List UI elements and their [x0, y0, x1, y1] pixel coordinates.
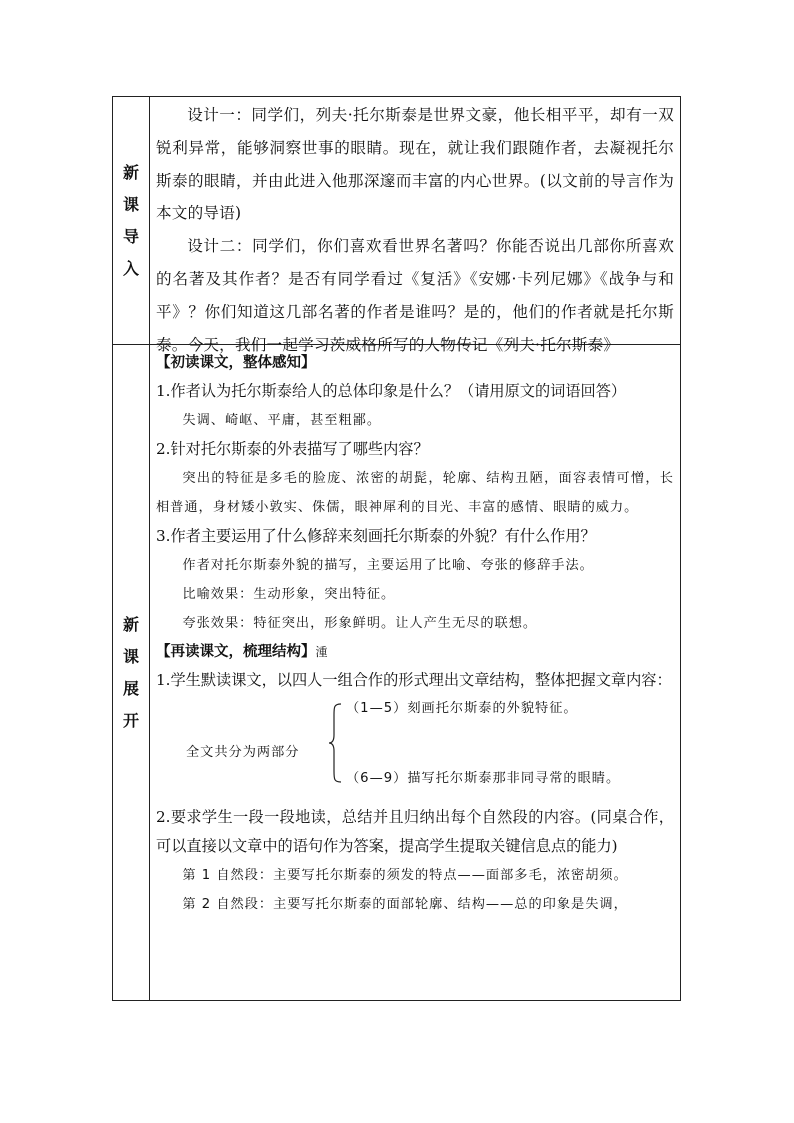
structure-question: 1.学生默读课文，以四人一组合作的形式理出文章结构，整体把握文章内容：	[156, 671, 672, 689]
intro-label-char: 入	[122, 258, 139, 278]
intro-content-cell	[150, 97, 680, 354]
development-label-char: 新	[122, 614, 139, 634]
intro-design-one: 设计一：同学们，列夫·托尔斯泰是世界文豪，他长相平平，却有一双锐利异常，能够洞察世事的眼睛。现在，就让我们跟随作者，去凝视托尔斯泰的眼睛，并由此进入他那深邃而丰富的内心世界。(以文前的导言作为本文的导语)	[156, 106, 674, 223]
development-content-cell	[150, 345, 680, 1000]
intro-label-cell	[113, 97, 149, 344]
section-title-second-reading	[156, 638, 674, 666]
answer-3-hyperbole: 夸张效果：特征突出，形象鲜明。让人产生无尽的联想。	[182, 616, 538, 631]
intro-label-char: 新	[122, 162, 139, 182]
brace-icon	[328, 703, 342, 783]
paragraph-1-summary: 第 1 自然段：主要写托尔斯泰的须发的特点——面部多毛，浓密胡须。	[182, 868, 628, 883]
answer-2: 突出的特征是多毛的脸庞、浓密的胡髭，轮廓、结构丑陋，面容表情可憎，长相普通，身材矮小敦实、侏儒，眼神犀利的目光、丰富的感情、眼睛的威力。	[156, 471, 674, 515]
question-2: 2.针对托尔斯泰的外表描写了哪些内容？	[156, 440, 429, 458]
structure-part-2: （6—9）描写托尔斯泰那非同寻常的眼睛。	[346, 771, 621, 786]
intro-design-two: 设计二：同学们，你们喜欢看世界名著吗？你能否说出几部你所喜欢的名著及其作者？是否有同学看过《复活》《安娜·卡列尼娜》《战争与和平》？你们知道这几部名著的作者是谁吗？是的，他们的作者就是托尔斯泰。今天，我们一起学习茨威格所写的人物传记《列夫·托尔斯泰》	[156, 237, 674, 354]
structure-diagram	[156, 697, 674, 801]
development-label-char: 开	[122, 710, 139, 730]
question-3: 3.作者主要运用了什么修辞来刻画托尔斯泰的外貌？有什么作用？	[156, 527, 596, 545]
paragraph-2-summary: 第 2 自然段：主要写托尔斯泰的面部轮廓、结构——总的印象是失调，	[182, 897, 628, 912]
answer-1: 失调、崎岖、平庸，甚至粗鄙。	[182, 413, 382, 428]
development-label-char: 课	[122, 646, 139, 666]
intro-label-char: 导	[122, 226, 139, 246]
development-label-char: 展	[122, 678, 139, 698]
intro-label-char: 课	[122, 194, 139, 214]
answer-3-rhetoric: 作者对托尔斯泰外貌的描写，主要运用了比喻、夸张的修辞手法。	[182, 558, 594, 573]
structure-part-1: （1—5）刻画托尔斯泰的外貌特征。	[346, 701, 578, 716]
development-label-cell	[113, 345, 149, 1000]
paragraph-summary-question: 2.要求学生一段一段地读，总结并且归纳出每个自然段的内容。(同桌合作，可以直接以文章中的语句作为答案，提高学生提取关键信息点的能力)	[156, 808, 674, 855]
question-1: 1.作者认为托尔斯泰给人的总体印象是什么？（请用原文的词语回答）	[156, 382, 627, 400]
lesson-plan-table	[112, 96, 681, 1001]
section-title-first-reading: 【初读课文，整体感知】	[156, 354, 316, 371]
answer-3-metaphor: 比喻效果：生动形象，突出特征。	[182, 587, 396, 602]
section-title-text: 【再读课文，梳理结构】	[156, 643, 316, 660]
structure-lead: 全文共分为两部分	[186, 745, 300, 760]
section-title-mark: 湩	[315, 645, 328, 659]
